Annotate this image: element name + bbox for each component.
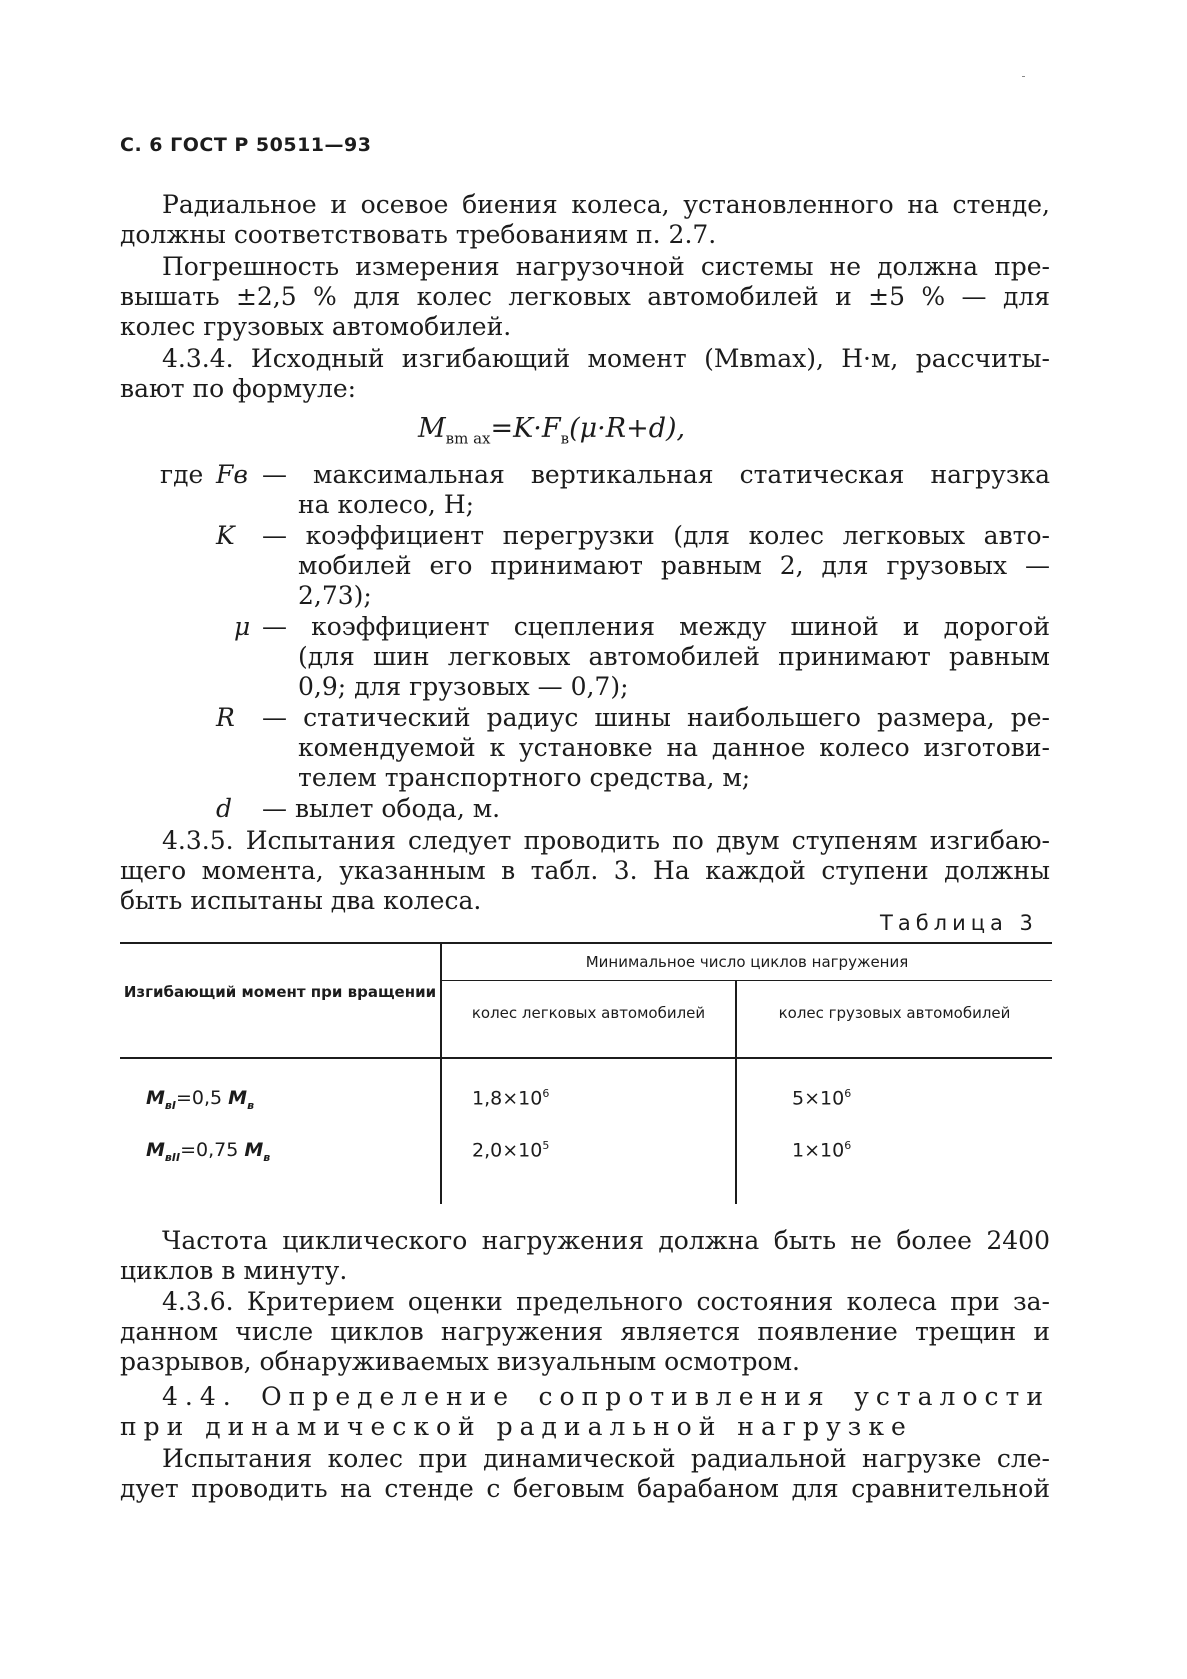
variable-definition-line: на колесо, Н; — [298, 490, 475, 519]
variable-definition-line: — коэффициент перегрузки (для колес легковых авто- — [262, 521, 1050, 550]
paragraph-line: вышать ±2,5 % для колес легковых автомобилей и ±5 % — для — [120, 282, 1050, 311]
table-cell-moment: $M_{вII}=0,75$ $M_в$ — [146, 1139, 271, 1164]
table-header-group: Минимальное число циклов нагружения — [585, 953, 909, 971]
formula-lhs: M — [418, 413, 446, 444]
paragraph-line: щего момента, указанным в табл. 3. На каждой ступени должны — [120, 856, 1050, 885]
table-cell-trucks: $1\times 10^6$ — [792, 1139, 852, 1162]
formula-rhs-tail: (μ·R+d), — [569, 413, 686, 444]
variable-symbol: μ — [234, 612, 251, 641]
paragraph-line: быть испытаны два колеса. — [120, 886, 482, 915]
section-title-line: 4.4. Определение сопротивления усталости — [162, 1382, 1050, 1411]
paragraph-line: циклов в минуту. — [120, 1256, 348, 1285]
table-header-trucks: колес грузовых автомобилей — [778, 1004, 1011, 1022]
table-column-divider — [440, 942, 442, 1204]
variable-definition-line: мобилей его принимают равным 2, для грузовых — — [298, 551, 1050, 580]
section-title-line: при динамической радиальной нагрузке — [120, 1412, 913, 1441]
table-cell-cars: $2,0\times 10^5$ — [472, 1139, 550, 1162]
paragraph-line: колес грузовых автомобилей. — [120, 312, 512, 341]
paragraph-line: Погрешность измерения нагрузочной системы не должна пре- — [162, 252, 1050, 281]
where-label: где — [160, 460, 204, 489]
paragraph-line: Частота циклического нагружения должна быть не более 2400 — [162, 1226, 1050, 1255]
variable-definition-line: 0,9; для грузовых — 0,7); — [298, 672, 629, 701]
table-cell-moment: $M_{вI}=0,5$ $M_в$ — [146, 1087, 255, 1112]
table-3 — [120, 942, 1052, 1204]
table-cell-cars: $1,8\times 10^6$ — [472, 1087, 550, 1110]
variable-definition-line: телем транспортного средства, м; — [298, 763, 751, 792]
formula-rhs: =K·F — [490, 413, 561, 444]
variable-definition-line: (для шин легковых автомобилей принимают равным — [298, 642, 1050, 671]
bending-moment-formula — [418, 414, 685, 453]
table-header-rule — [120, 1057, 1052, 1059]
formula-rhs-subscript: в — [560, 429, 570, 448]
table-caption: Таблица 3 — [880, 911, 1038, 935]
scan-speck — [1022, 76, 1025, 77]
table-top-rule — [120, 942, 1052, 944]
table-cell-trucks: $5\times 10^6$ — [792, 1087, 852, 1110]
table-group-rule — [442, 980, 1052, 981]
variable-symbol: Fв — [216, 460, 248, 489]
variable-symbol: R — [216, 703, 235, 732]
variable-symbol: K — [216, 521, 235, 550]
variable-definition-line: 2,73); — [298, 581, 372, 610]
paragraph-line: Радиальное и осевое биения колеса, установленного на стенде, — [162, 190, 1050, 219]
paragraph-line: разрывов, обнаруживаемых визуальным осмотром. — [120, 1347, 801, 1376]
variable-definition-line: — вылет обода, м. — [262, 794, 501, 823]
paragraph-line: должны соответствовать требованиям п. 2.7. — [120, 220, 717, 249]
table-header-cars: колес легковых автомобилей — [471, 1004, 706, 1022]
paragraph-line: 4.3.5. Испытания следует проводить по двум ступеням изгибаю- — [162, 826, 1050, 855]
table-header-moment: Изгибающий момент при вращении — [123, 983, 437, 1001]
paragraph-line: данном числе циклов нагружения является появление трещин и — [120, 1317, 1050, 1346]
paragraph-line: 4.3.6. Критерием оценки предельного состояния колеса при за- — [162, 1287, 1050, 1316]
paragraph-line: 4.3.4. Исходный изгибающий момент (Mвmax), Н·м, рассчиты- — [162, 344, 1050, 373]
variable-definition-line: комендуемой к установке на данное колесо изготови- — [298, 733, 1050, 762]
formula-lhs-subscript: вm ax — [445, 429, 491, 448]
paragraph-line: вают по формуле: — [120, 374, 357, 403]
variable-definition-line: — максимальная вертикальная статическая нагрузка — [262, 460, 1050, 489]
variable-definition-line: — коэффициент сцепления между шиной и дорогой — [262, 612, 1050, 641]
paragraph-line: дует проводить на стенде с беговым барабаном для сравнительной — [120, 1474, 1050, 1503]
variable-definition-line: — статический радиус шины наибольшего размера, ре- — [262, 703, 1050, 732]
variable-symbol: d — [216, 794, 233, 823]
page-header: С. 6 ГОСТ Р 50511—93 — [120, 134, 372, 156]
paragraph-line: Испытания колес при динамической радиальной нагрузке сле- — [162, 1444, 1050, 1473]
